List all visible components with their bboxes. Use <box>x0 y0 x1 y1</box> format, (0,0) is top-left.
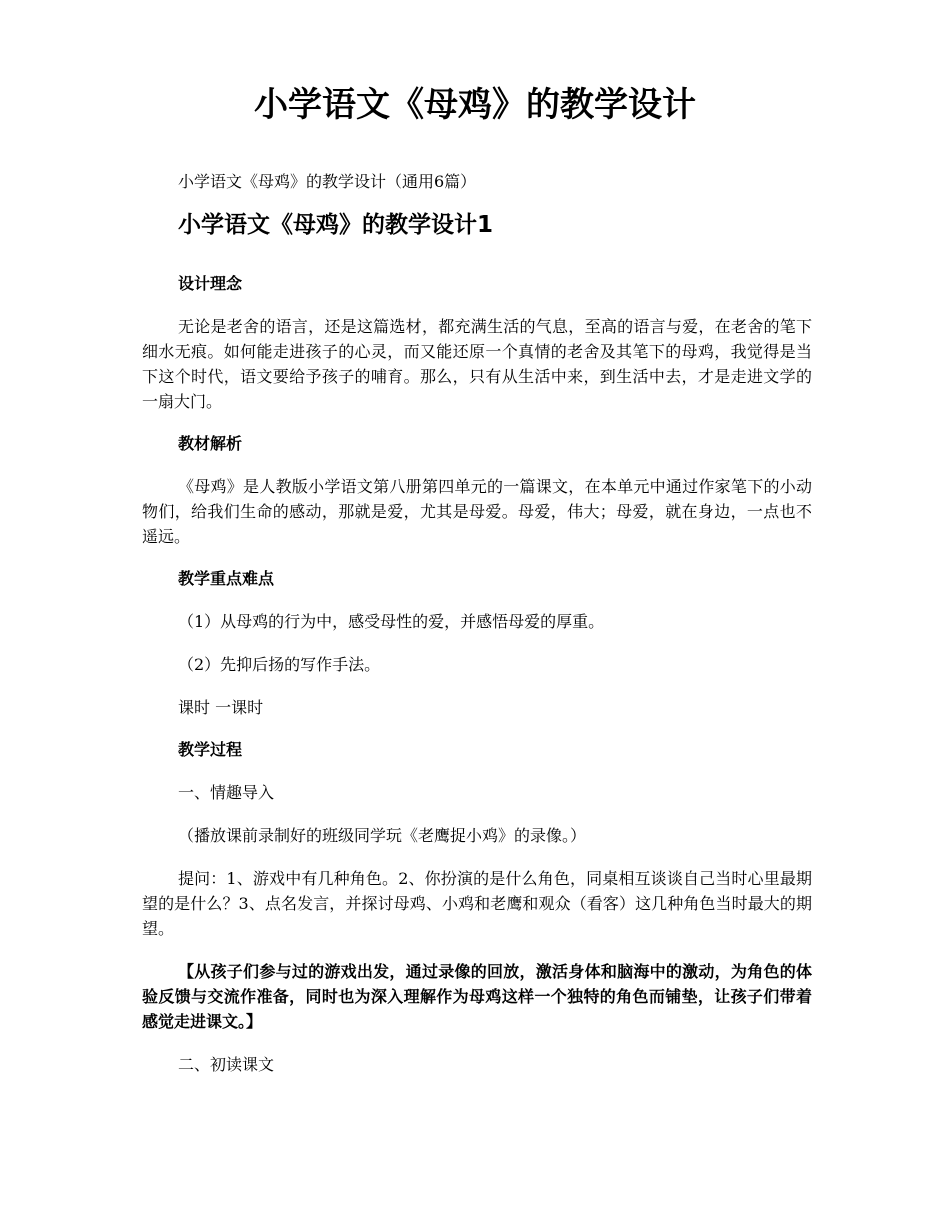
section-title: 小学语文《母鸡》的教学设计1 <box>178 212 494 238</box>
heading-key-points: 教学重点难点 <box>178 569 275 588</box>
paragraph: 二、初读课文 <box>178 1055 275 1074</box>
paragraph: 无论是老舍的语言，还是这篇选材，都充满生活的气息，至高的语言与爱，在老舍的笔下细水无痕。如何能走进孩子的心灵，而又能还原一个真情的老舍及其笔下的母鸡，我觉得是当下这个时代，语文要给予孩子的哺育。那么，只有从生活中来，到生活中去，才是走进文学的一扇大门。 <box>142 317 812 411</box>
heading-teaching-process: 教学过程 <box>178 740 243 759</box>
paragraph: 提问：1、游戏中有几种角色。2、你扮演的是什么角色，同桌相互谈谈自己当时心里最期望的是什么？3、点名发言，并探讨母鸡、小鸡和老鹰和观众（看客）这几种角色当时最大的期望。 <box>142 869 812 938</box>
paragraph: 《母鸡》是人教版小学语文第八册第四单元的一篇课文，在本单元中通过作家笔下的小动物们，给我们生命的感动，那就是爱，尤其是母爱。母爱，伟大；母爱，就在身边，一点也不遥远。 <box>142 477 812 546</box>
paragraph: （1）从母鸡的行为中，感受母性的爱，并感悟母爱的厚重。 <box>178 612 605 631</box>
heading-design-concept: 设计理念 <box>178 274 243 293</box>
heading-material-analysis: 教材解析 <box>178 434 243 453</box>
paragraph: 课时 一课时 <box>178 698 264 717</box>
document-title: 小学语文《母鸡》的教学设计 <box>254 85 696 125</box>
document-body <box>142 170 812 1095</box>
paragraph: 一、情趣导入 <box>178 783 275 802</box>
annotation-paragraph: 【从孩子们参与过的游戏出发，通过录像的回放，激活身体和脑海中的激动，为角色的体验反馈与交流作准备，同时也为深入理解作为母鸡这样一个独特的角色而铺垫，让孩子们带着感觉走进课文。】 <box>142 962 812 1031</box>
paragraph: （2）先抑后扬的写作手法。 <box>178 655 381 674</box>
paragraph: （播放课前录制好的班级同学玩《老鹰捉小鸡》的录像。） <box>178 826 587 845</box>
document-subtitle: 小学语文《母鸡》的教学设计（通用6篇） <box>178 172 477 191</box>
